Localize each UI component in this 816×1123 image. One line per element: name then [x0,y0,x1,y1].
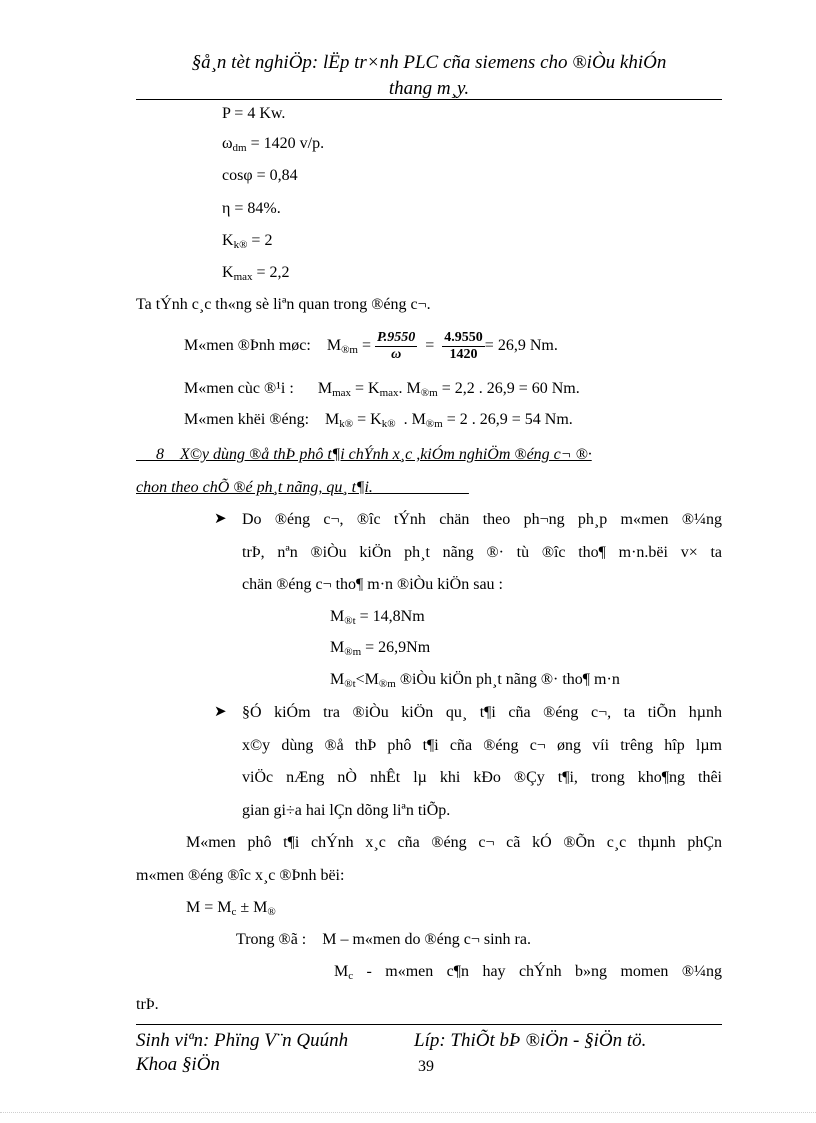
spec-kkd: $K_{k®} = 2$ [222,232,273,251]
start-moment-eq: M«men khëi ®éng: $M_{k®} = K_{k®}$ . $M_{®m} = 2$ . 26,9 = 54 Nm. [184,411,573,430]
footer-class: Líp: ThiÕt bÞ ®iÖn - §iÖn tö. [414,1030,647,1051]
bullet2-line-2: x©y dùng ®å thÞ phô t¶i cña ®éng c¬ øng víi trêng hîp lµm [242,737,722,754]
para-line-1: M«men phô t¶i chÝnh x¸c cña ®éng c¬ cã kÓ ®Õn c¸c thµnh phÇn [186,834,722,851]
moment-formula: $M = M_c \pm M_®$ [186,899,276,918]
bullet2-line-4: gian gi÷a hai lÇn dõng liªn tiÕp. [242,802,451,819]
header-line-1: §å¸n tèt nghiÖp: lËp tr×nh PLC cña siemens cho ®iÒu khiÓn [191,52,667,73]
fraction-1: $\frac{P.9550}{\omega}$ [377,330,416,362]
para-tail: trÞ. [136,996,159,1013]
cond-eq-2: $M_{®m} = 26,9Nm$ [330,639,431,658]
where-line-1: Trong ®ã : M – m«men do ®éng c¬ sinh ra. [236,931,531,948]
footer-student: Sinh viªn: Phïng V¨n Quúnh [136,1030,349,1051]
spec-eta: η = 84%. [222,200,281,217]
bullet1-line-1: Do ®éng c¬, ®îc tÝnh chän theo ph¬ng ph¸p m«men ®¼ng [242,511,722,528]
spec-cos: cosφ = 0,84 [222,167,298,184]
cond-eq-1: $M_{®t} = 14,8Nm$ [330,608,425,627]
bullet1-line-3: chän ®éng c¬ tho¶ m·n ®iÒu kiÖn sau : [242,576,503,593]
max-moment-label: M«men cùc ®¹i : [184,380,294,397]
header-rule [136,99,722,100]
section-heading-line-1: 8 X©y dùng ®å thÞ phô t¶i chÝnh x¸c ,kiÓm nghiÖm ®éng c¬ ®· [156,446,592,463]
bullet-arrow-icon: ➤ [214,511,227,527]
start-moment-label: M«men khëi ®éng: [184,411,310,428]
rated-moment-eq: M«men ®Þnh møc: $M_{®m}$ = $\frac{P.9550}{\omega}$ = $\frac{4.9550}{1420}$ = 26,9 Nm. [184,330,558,362]
bullet2-line-1: §Ó kiÓm tra ®iÒu kiÖn qu¸ t¶i cña ®éng c¬, ta tiÕn hµnh [242,704,722,721]
bullet1-line-2: trÞ, nªn ®iÒu kiÖn ph¸t nãng ®· tù ®îc tho¶ m·n.bëi v× ta [242,544,722,561]
intro-text: Ta tÝnh c¸c th«ng sè liªn quan trong ®éng c¬. [136,296,431,313]
rated-moment-label: M«men ®Þnh møc: [184,337,311,355]
spec-power: P = 4 Kw. [222,105,286,122]
bullet-arrow-icon: ➤ [214,704,227,720]
para-line-2: m«men ®éng ®îc x¸c ®Þnh bëi: [136,867,345,884]
footer-faculty: Khoa §iÖn [136,1054,220,1075]
page-header [136,50,722,102]
header-line-2: thang m¸y. [388,78,470,99]
fraction-2: $\frac{4.9550}{1420}$ [444,330,483,362]
cond-eq-3: $M_{®t}<M_{®m}$ ®iÒu kiÖn ph¸t nãng ®· tho¶ m·n [330,671,620,690]
page-bottom-dotted-line [0,1112,816,1113]
section-heading-line-2: chon theo chÕ ®é ph¸t nãng, qu¸ t¶i. [136,479,373,496]
max-moment-eq: M«men cùc ®¹i : $M_{max} = K_{max}$. $M_{®m} = 2,2$ . 26,9 = 60 Nm. [184,380,580,399]
spec-kmax: $K_{max} = 2,2$ [222,264,290,283]
bullet2-line-3: viÖc nÆng nÒ nhÊt lµ khi kÐo ®Çy t¶i, trong kho¶ng thêi [242,769,722,786]
where-line-2: $M_c$ - m«men c¶n hay chÝnh b»ng momen ®¼ng [334,963,722,982]
footer-rule [136,1024,722,1025]
spec-omega: $\omega_{dm} = 1420$ v/p. [222,135,325,154]
page-number: 39 [418,1058,434,1075]
